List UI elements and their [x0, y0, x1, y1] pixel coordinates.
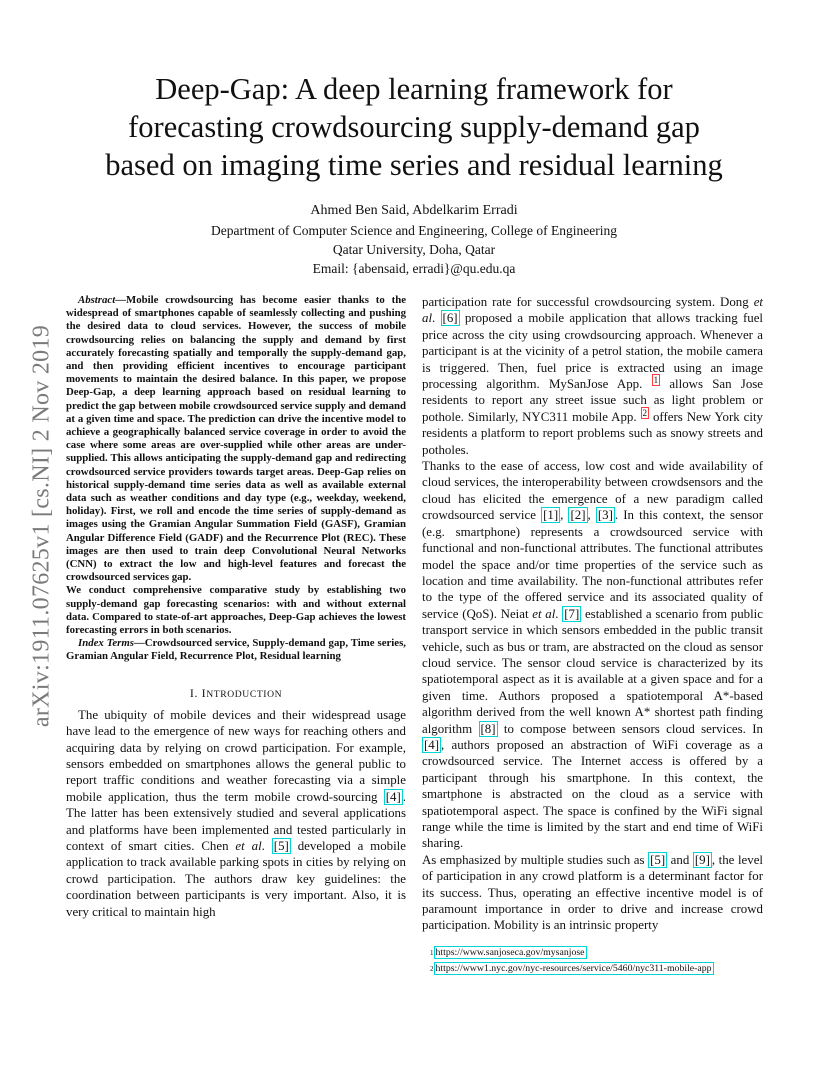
section-title-rest: NTRODUCTION	[206, 688, 283, 700]
abstract-paragraph-2: We conduct comprehensive comparative study by establishing two supply-demand gap forecasting scenarios: with and without external data. Compared to state-of-art approaches, Deep-Gap achieves the lowest forecasting errors in both scenarios.	[66, 584, 406, 637]
text-run: offers New York city residents a platform to report problems such as snowy streets and potholes.	[422, 409, 763, 457]
citation-link[interactable]: [8]	[480, 721, 496, 736]
index-terms-text: —Crowdsourced service, Supply-demand gap, Time series, Gramian Angular Field, Recurrence Plot, Residual learning	[66, 637, 406, 663]
text-run: participation rate for successful crowdsourcing system. Dong	[422, 295, 754, 309]
footnote	[430, 945, 714, 961]
footnote-marker[interactable]: 1	[653, 375, 659, 386]
citation-link[interactable]: [1]	[543, 508, 559, 523]
section-heading-introduction	[66, 686, 406, 701]
index-terms	[66, 637, 406, 663]
abstract	[66, 294, 406, 664]
text-run: et al	[235, 838, 262, 853]
author-email: Email: {abensaid, erradi}@qu.edu.qa	[312, 261, 516, 276]
text-run: The ubiquity of mobile devices and their widespread usage have lead to the emergence of new ways for reaching others and acquiring data by relying on crowd participation. For example, sensors embedded on smartphones allows the general public to report traffic conditions and weather forecasting via a simple mobile application, thus the term mobile crowd-sourcing	[66, 707, 406, 804]
footnote-url[interactable]: https://www.sanjoseca.gov/mysanjose	[435, 947, 585, 958]
text-run: to compose between sensors cloud services. In	[497, 721, 763, 736]
title-line: forecasting crowdsourcing supply-demand gap	[128, 110, 700, 144]
intro-body	[66, 707, 406, 920]
section-number: I.	[189, 685, 202, 700]
citation-link[interactable]: [2]	[570, 508, 586, 523]
text-run: . The latter has been extensively studied and several applications and platforms have been implemented and tested particularly in context of smart cities. Chen	[66, 789, 406, 853]
body-paragraph	[422, 458, 763, 852]
author-block	[60, 201, 768, 278]
section-title-initial: I	[201, 685, 207, 700]
footnote-url[interactable]: https://www1.nyc.gov/nyc-resources/service/5460/nyc311-mobile-app	[435, 963, 712, 974]
text-run: .	[432, 311, 441, 326]
affiliation-department: Department of Computer Science and Engineering, College of Engineering	[211, 223, 617, 238]
title-line: Deep-Gap: A deep learning framework for	[155, 72, 673, 106]
body-paragraph	[422, 852, 763, 934]
citation-link[interactable]: [3]	[597, 508, 613, 523]
text-run: ,	[587, 508, 596, 523]
abstract-label: Abstract	[78, 294, 116, 306]
text-run: As emphasized by multiple studies such as	[422, 852, 649, 867]
arxiv-identifier: arXiv:1911.07625v1 [cs.NI] 2 Nov 2019	[28, 324, 55, 728]
text-run: , the level of participation in any crowd platform is a determinant factor for its success. Thus, operating an effective incentive model is of paramount importance in order to drive and increase crowd participation. Mobility is an intrinsic property	[422, 852, 764, 933]
citation-link[interactable]: [5]	[650, 852, 666, 867]
paper-title	[60, 70, 768, 184]
footnotes	[430, 945, 714, 977]
text-run: proposed a mobile application that allows tracking fuel price across the city using crowdsourcing approach. Whenever a participant is at the vicinity of a petrol station, the mobile camera is triggered. Then, fuel price is extracted using an image processing algorithm. MySanJose App.	[422, 311, 764, 392]
abstract-paragraph	[66, 294, 406, 584]
intro-paragraph	[66, 707, 406, 920]
abstract-text: —Mobile crowdsourcing has become easier thanks to the widespread of smartphones capable of seamlessly collecting and pushing the desired data to cloud services. However, the success of mobile crowdsourcing relies on balancing the supply and demand by first accurately forecasting spatially and temporally the supply-demand gap, and then providing efficient incentives to encourage participant movements to maintain the desired balance. In this paper, we propose Deep-Gap, a deep learning approach based on residual learning to predict the gap between mobile crowdsourced service supply and demand at a given time and space. The prediction can drive the incentive model to achieve a geographically balanced service coverage in order to avoid the case where some areas are over-supplied while other areas are under-supplied. This allows anticipating the supply-demand gap and redirecting crowdsourced service providers towards target areas. Deep-Gap relies on historical supply-demand time series data as well as available external data such as weather conditions and day type (e.g., weekday, weekend, holiday). First, we roll and encode the time series of supply-demand as images using the Gramian Angular Summation Field (GASF), Gramian Angular Difference Field (GADF) and the Recurrence Plot (REC). These images are then used to train deep Convolutional Neural Networks (CNN) to extract the low and high-level features and forecast the crowdsourced services gap.	[66, 294, 406, 584]
text-run: .	[555, 606, 563, 621]
text-run: .	[261, 838, 272, 853]
text-run: et al	[532, 606, 556, 621]
text-run: established a scenario from public transport service in which sensors embedded in the public transit vehicle, such as bus or tram, are abstracted on the cloud as sensor cloud service. The sensor cloud service is characterized by its spatiotemporal aspect as it is available at a given space and for a given time. Authors proposed a spatiotemporal A*-based algorithm derived from the well known A* shortest path finding algorithm	[422, 606, 763, 736]
text-run: allows San Jose residents to report any street issue such as light problem or pothole. Similarly, NYC311 mobile App.	[422, 377, 763, 424]
title-line: based on imaging time series and residual learning	[105, 148, 723, 182]
affiliation-university: Qatar University, Doha, Qatar	[332, 242, 496, 257]
footnote-marker[interactable]: 2	[642, 407, 648, 418]
author-names: Ahmed Ben Said, Abdelkarim Erradi	[310, 203, 518, 218]
text-run: , authors proposed an abstraction of WiFi coverage as a crowdsourced service. The Internet access is offered by a participant through his smartphone. In this context, the smartphone is abstracted on the cloud as a service with spatiotemporal aspect. The space is confined by the WiFi signal range while the time is limited by the start and end time of WiFi sharing.	[422, 737, 763, 851]
citation-link[interactable]: [7]	[564, 606, 580, 621]
right-column	[422, 294, 763, 934]
text-run: ,	[560, 508, 569, 523]
left-column	[66, 294, 406, 920]
text-run: Thanks to the ease of access, low cost and wide availability of cloud services, the interoperability between crowdsensors and the cloud has elicited the emergence of a new paradigm called crowdsourced service	[422, 459, 763, 523]
citation-link[interactable]: [6]	[442, 311, 458, 326]
index-terms-label: Index Terms	[78, 637, 134, 650]
body-paragraph	[422, 294, 763, 458]
text-run: . In this context, the sensor (e.g. smartphone) represents a crowdsourced service with functional and non-functional attributes. The functional attributes model the space and/or time properties of the service such as location and time availability. The non-functional attributes refer to the type of the offered service and its associated quality of service (QoS). Neiat	[422, 508, 763, 621]
footnote-number: 2	[430, 965, 434, 973]
footnote	[430, 961, 714, 977]
text-run: et al	[422, 295, 763, 326]
citation-link[interactable]: [4]	[424, 737, 440, 752]
text-run: developed a mobile application to track available parking spots in cities by relying on crowd participation. The authors draw key guidelines: the coordination between participants is very important. Also, it is very critical to maintain high	[66, 838, 406, 919]
footnote-number: 1	[430, 949, 434, 957]
citation-link[interactable]: [4]	[385, 789, 401, 804]
citation-link[interactable]: [9]	[694, 852, 710, 867]
text-run: and	[667, 852, 693, 867]
citation-link[interactable]: [5]	[273, 838, 289, 853]
